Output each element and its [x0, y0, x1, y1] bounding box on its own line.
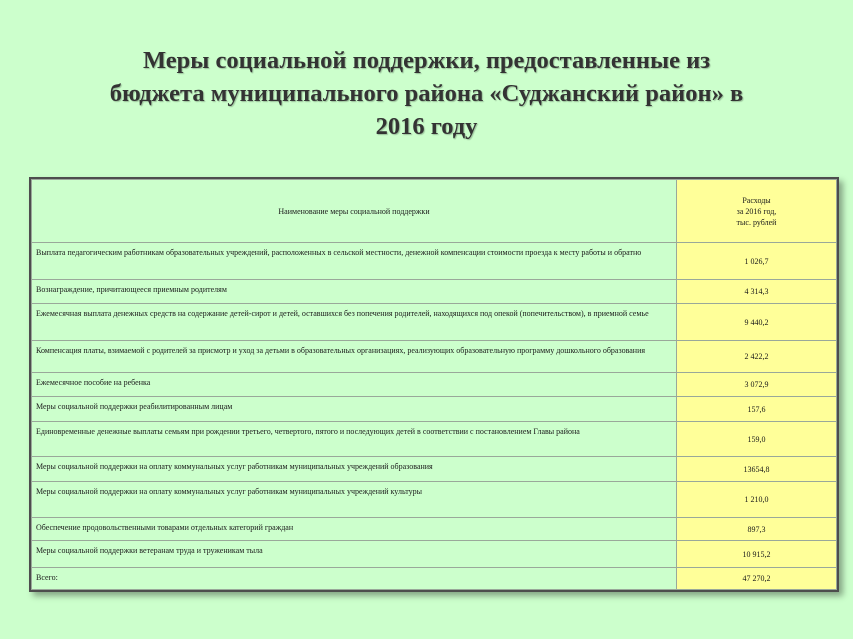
- expenses-value-cell: 2 422,2: [677, 341, 837, 373]
- support-measures-table: [31, 179, 837, 590]
- title-line-3: 2016 году: [375, 113, 478, 140]
- measure-name-cell: Компенсация платы, взимаемой с родителей за присмотр и уход за детьми в образовательных организациях, реализующих образовательную программу дошкольного образования: [32, 341, 677, 373]
- expenses-header-line-3: тыс. рублей: [736, 217, 777, 227]
- table-row: [32, 457, 837, 482]
- measure-name-cell: Ежемесячная выплата денежных средств на содержание детей-сирот и детей, оставшихся без попечения родителей, находящихся под опекой (попечительством), в приемной семье: [32, 304, 677, 341]
- measure-name-cell: Меры социальной поддержки ветеранам труда и труженикам тыла: [32, 541, 677, 568]
- table-row: [32, 482, 837, 518]
- table-row: [32, 541, 837, 568]
- measure-name-cell: Меры социальной поддержки на оплату коммунальных услуг работникам муниципальных учреждений культуры: [32, 482, 677, 518]
- table-row: [32, 304, 837, 341]
- expenses-value-cell: 157,6: [677, 397, 837, 422]
- table-row: [32, 341, 837, 373]
- expenses-value-cell: 1 210,0: [677, 482, 837, 518]
- expenses-value-cell: 897,3: [677, 518, 837, 541]
- column-header-expenses: [677, 180, 837, 243]
- table-row: [32, 518, 837, 541]
- expenses-value-cell: 10 915,2: [677, 541, 837, 568]
- table-row: [32, 397, 837, 422]
- table-row: [32, 422, 837, 457]
- expenses-value-cell: 13654,8: [677, 457, 837, 482]
- measure-name-cell: Меры социальной поддержки на оплату коммунальных услуг работникам муниципальных учреждений образования: [32, 457, 677, 482]
- column-header-measure-name: Наименование меры социальной поддержки: [32, 180, 677, 243]
- total-label-cell: Всего:: [32, 568, 677, 590]
- table-row: [32, 373, 837, 397]
- measure-name-cell: Обеспечение продовольственными товарами отдельных категорий граждан: [32, 518, 677, 541]
- measure-name-cell: Меры социальной поддержки реабилитированным лицам: [32, 397, 677, 422]
- expenses-header-line-2: за 2016 год,: [736, 206, 777, 216]
- expenses-value-cell: 159,0: [677, 422, 837, 457]
- expenses-value-cell: 4 314,3: [677, 280, 837, 304]
- expenses-value-cell: 3 072,9: [677, 373, 837, 397]
- support-measures-table-container: [29, 177, 839, 592]
- page-title: [40, 44, 813, 143]
- table-row: [32, 243, 837, 280]
- table-header-row: [32, 180, 837, 243]
- title-line-1: Меры социальной поддержки, предоставленные из: [142, 47, 711, 74]
- expenses-value-cell: 9 440,2: [677, 304, 837, 341]
- measure-name-cell: Ежемесячное пособие на ребенка: [32, 373, 677, 397]
- table-total-row: [32, 568, 837, 590]
- measure-name-cell: Вознаграждение, причитающееся приемным родителям: [32, 280, 677, 304]
- measure-name-cell: Выплата педагогическим работникам образовательных учреждений, расположенных в сельской местности, денежной компенсации стоимости проезда к месту работы и обратно: [32, 243, 677, 280]
- total-value-cell: 47 270,2: [677, 568, 837, 590]
- measure-name-cell: Единовременные денежные выплаты семьям при рождении третьего, четвертого, пятого и последующих детей в соответствии с постановлением Главы района: [32, 422, 677, 457]
- table-row: [32, 280, 837, 304]
- title-line-2: бюджета муниципального района «Суджанский район» в: [109, 80, 744, 107]
- expenses-value-cell: 1 026,7: [677, 243, 837, 280]
- expenses-header-line-1: Расходы: [742, 195, 771, 205]
